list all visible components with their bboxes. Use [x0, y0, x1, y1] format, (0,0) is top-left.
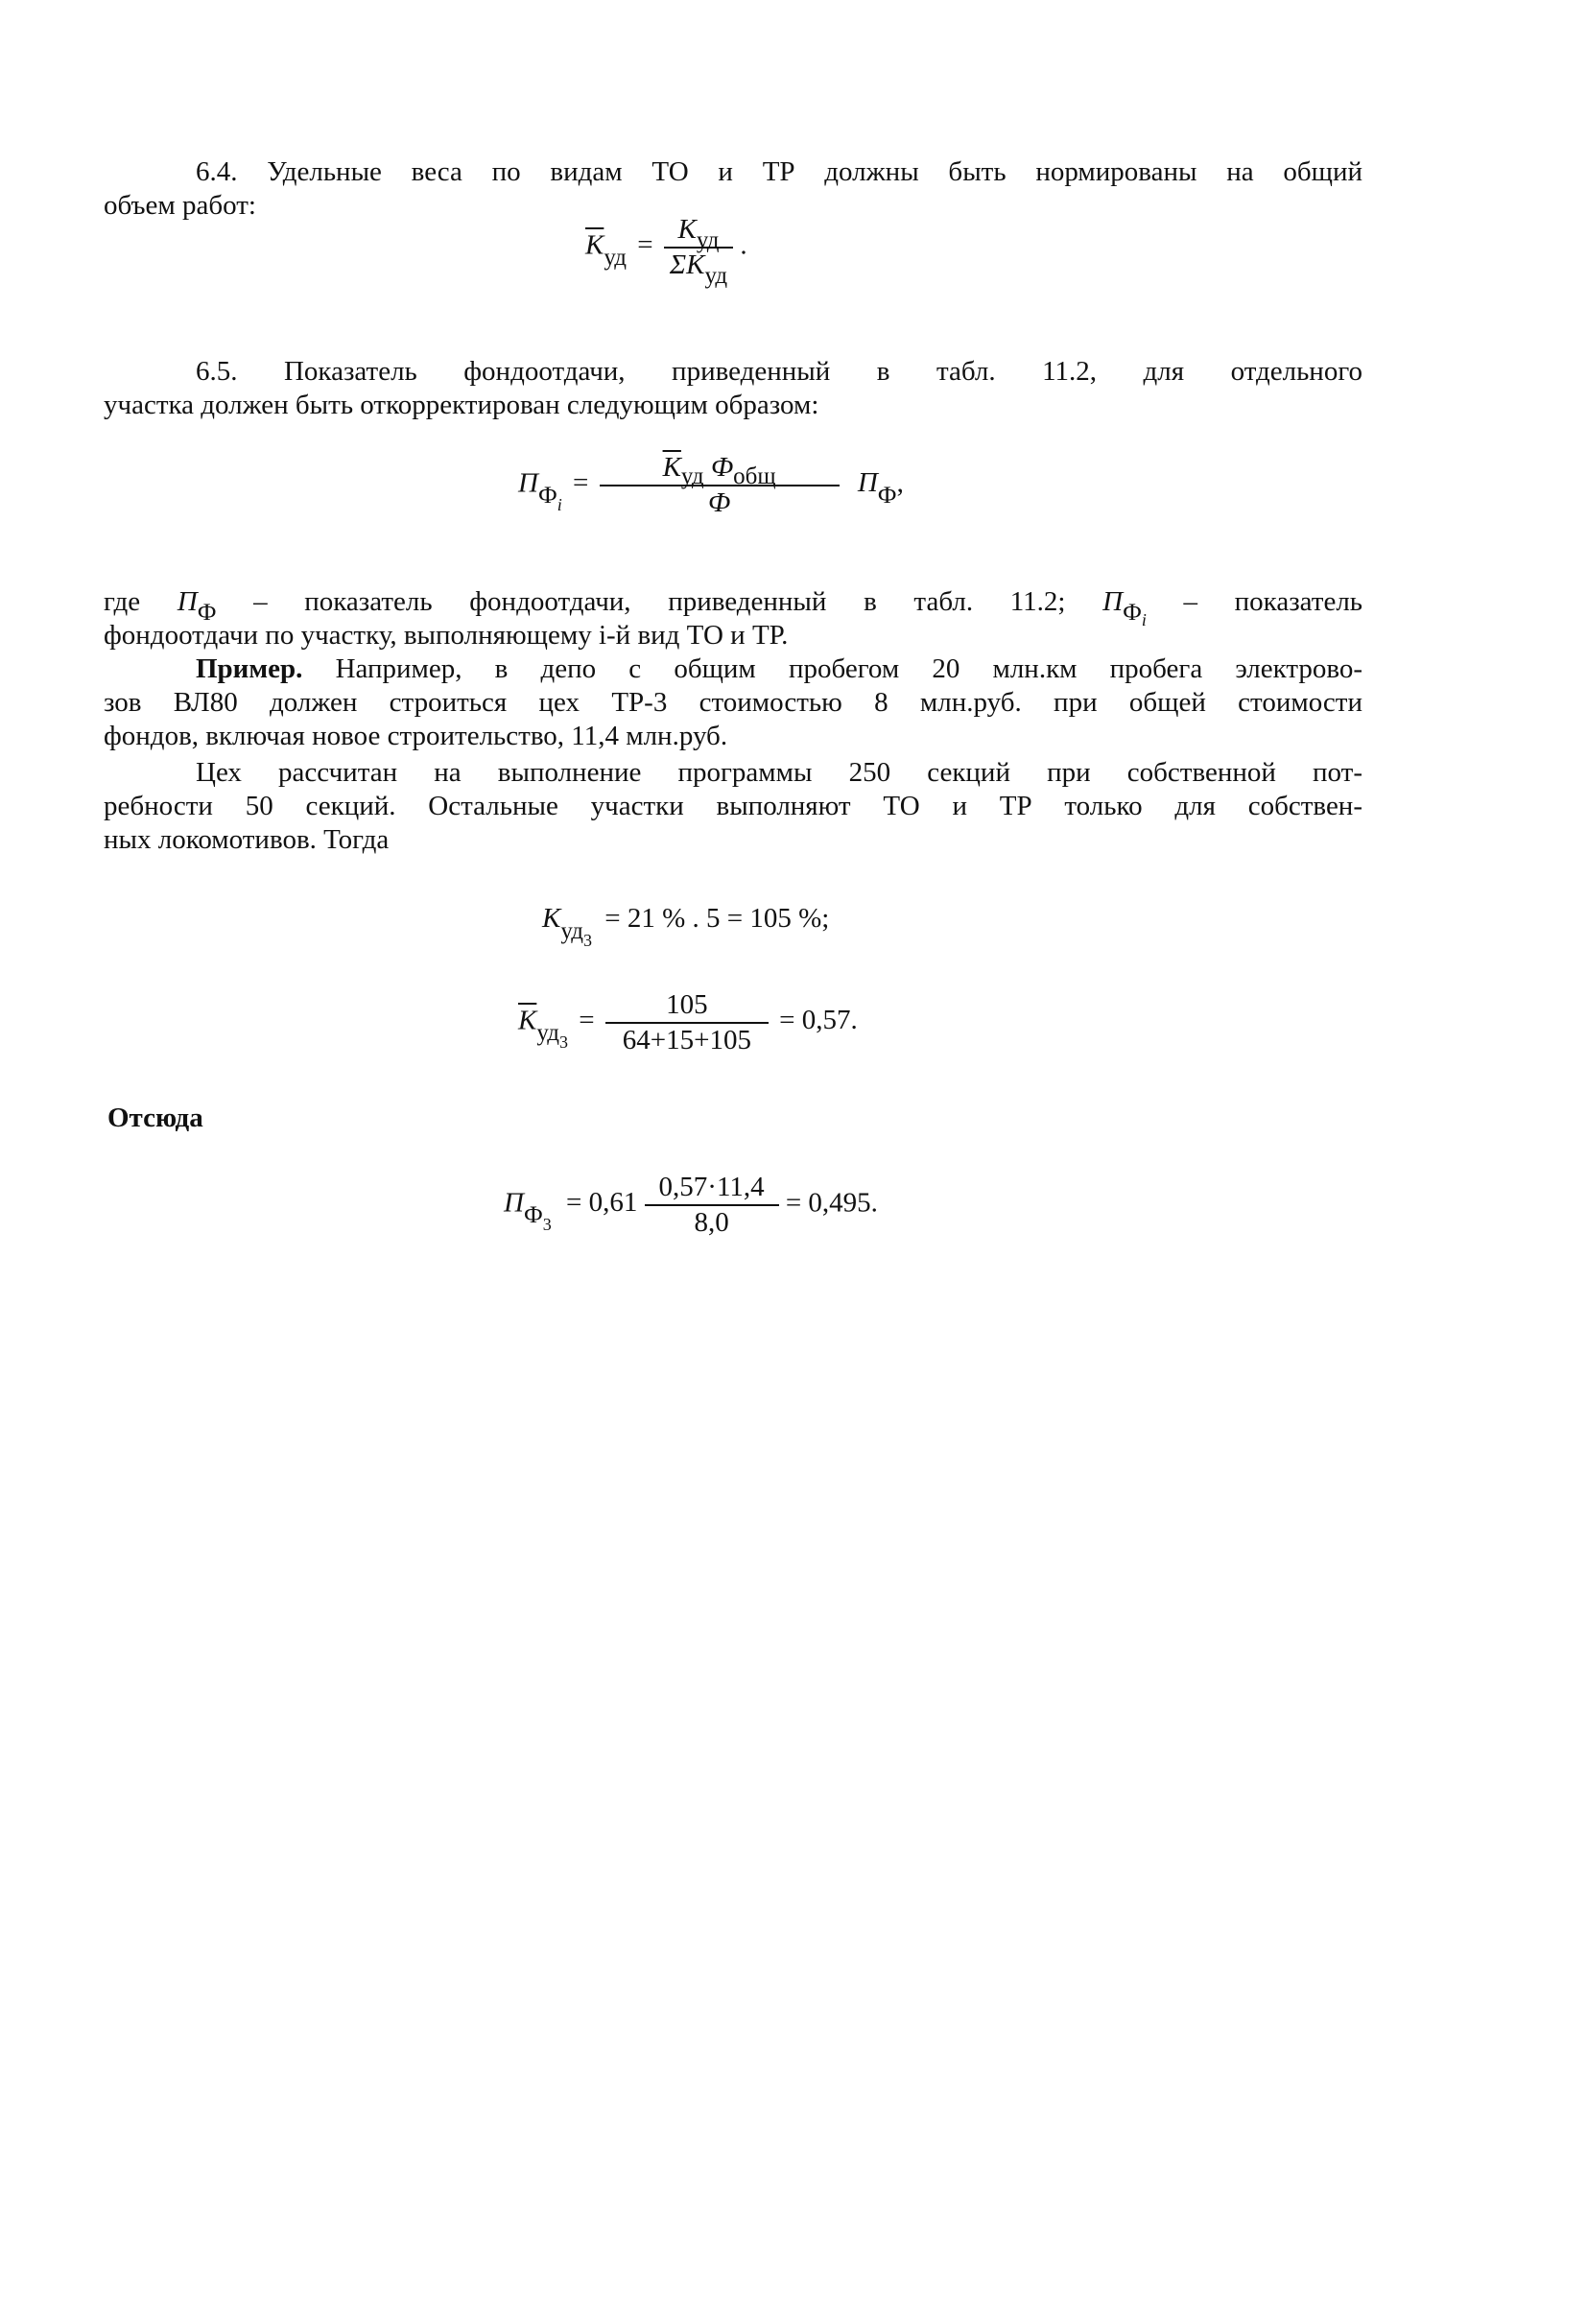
formula-3-lhs-sub: уд: [560, 918, 583, 944]
formula-4-den: 64+15+105: [622, 1024, 751, 1055]
formula-2-num-a-sub: уд: [680, 463, 704, 489]
formula-1-num: K: [677, 214, 697, 245]
formula-1-den-sub: уд: [704, 262, 728, 289]
inline-p-i: П: [1102, 586, 1124, 617]
formula-4-lhs: $\overline{K}$: [518, 1005, 537, 1036]
formula-5-lhs: П: [504, 1187, 524, 1219]
section-6-4-line-2: объем работ:: [104, 189, 256, 221]
shop-line-2: ребности 50 секций. Остальные участки выполняют ТО и ТР только для собствен-: [104, 790, 1362, 821]
formula-1-tail: .: [740, 229, 747, 261]
formula-3-lhs: K: [542, 903, 561, 934]
formula-1-den: ΣK: [669, 249, 705, 280]
inline-p-i-sub: Ф: [1123, 600, 1142, 626]
example-line-1: [104, 652, 1362, 686]
formula-2-num-a: $\overline{K}$: [662, 452, 681, 483]
formula-5-lhs-subsub: 3: [542, 1215, 552, 1235]
formula-1-num-sub: уд: [696, 227, 720, 253]
formula-2-rhs-sub: Ф: [877, 483, 897, 510]
formula-4-fraction: [605, 988, 769, 1057]
formula-2-den: Ф: [707, 486, 731, 518]
formula-2-lhs-sub: Ф: [537, 483, 557, 510]
formula-normalized-weight-3: $\overline{K}уд_3$ = $\frac{105}{64+15+105}$ = 0,57.: [518, 989, 858, 1055]
formula-5-den: 8,0: [694, 1206, 729, 1238]
formula-3-rhs: = 21 % . 5 = 105 %;: [604, 903, 830, 934]
inline-p-i-subsub: i: [1141, 610, 1147, 629]
formula-4-lhs-sub: уд: [536, 1020, 559, 1047]
hence-label: Отсюда: [107, 1103, 203, 1133]
formula-normalized-weight: $\overline{K}уд$ = $\frac{\text{Kуд}}{\text{ΣKуд}}$ .: [585, 214, 747, 289]
section-6-5-line-2: участка должен быть откорректирован следующим образом:: [104, 389, 819, 420]
formula-4-result: = 0,57.: [779, 1005, 858, 1036]
where-line-2: фондоотдачи по участку, выполняющему i-й вид ТО и ТР.: [104, 619, 789, 651]
example-label: Пример.: [196, 653, 303, 684]
example-line-3: фондов, включая новое строительство, 11,4 млн.руб.: [104, 720, 728, 751]
formula-5-num: 0,57·11,4: [645, 1171, 779, 1206]
formula-3-lhs-subsub: 3: [583, 931, 592, 950]
shop-line-3: ных локомотивов. Тогда: [104, 823, 390, 855]
where-paragraph: [104, 585, 1362, 652]
formula-2-rhs-tail: ,: [896, 467, 904, 499]
section-6-5-line-1: 6.5. Показатель фондоотдачи, приведенный в табл. 11.2, для отдельного: [196, 356, 1362, 387]
inline-p-sub: Ф: [197, 600, 217, 626]
where-word: где: [104, 586, 141, 617]
formula-2-rhs: П: [857, 467, 878, 499]
formula-4-num: 105: [605, 988, 769, 1024]
formula-1-lhs: $\overline{K}$: [585, 229, 604, 261]
section-6-4-line-1: 6.4. Удельные веса по видам ТО и ТР должны быть нормированы на общий: [196, 156, 1362, 187]
formula-2-fraction: [600, 451, 840, 520]
inline-p: П: [177, 586, 198, 617]
formula-2-num-b-sub: общ: [733, 463, 776, 489]
where-line-1: [104, 585, 1363, 629]
formula-2-num-b: Ф: [710, 452, 734, 483]
formula-5-lhs-sub: Ф: [523, 1202, 543, 1229]
formula-fund-return-3: [504, 1171, 878, 1240]
formula-4-lhs-subsub: 3: [559, 1032, 568, 1053]
shop-paragraph: [104, 756, 1362, 856]
where-def-1: – показатель фондоотдачи, приведенный в табл. 11.2;: [253, 586, 1066, 617]
example-line-2: зов ВЛ80 должен строиться цех ТР-3 стоимостью 8 млн.руб. при общей стоимости: [104, 686, 1362, 718]
formula-5-result: = 0,495.: [785, 1187, 878, 1219]
example-paragraph: [104, 652, 1362, 752]
formula-2-lhs: П: [518, 467, 538, 499]
formula-1-lhs-sub: уд: [604, 245, 627, 272]
formula-2-lhs-subsub: i: [557, 495, 562, 515]
formula-1-fraction: [664, 213, 733, 289]
shop-line-1: Цех рассчитан на выполнение программы 250 секций при собственной пот-: [196, 757, 1362, 788]
formula-5-fraction: [645, 1171, 779, 1240]
formula-fund-return: $ПФ_i$ = $\frac{\overline{K}уд Фобщ}{Ф}$ ПФ,: [518, 452, 904, 518]
section-6-5: [104, 355, 1362, 422]
formula-5-coef: = 0,61: [565, 1187, 638, 1219]
where-def-2: – показатель: [1183, 586, 1363, 617]
example-line-1-text: Например, в депо с общим пробегом 20 млн.км пробега электрово-: [335, 653, 1363, 684]
formula-weight-3: [542, 902, 830, 950]
